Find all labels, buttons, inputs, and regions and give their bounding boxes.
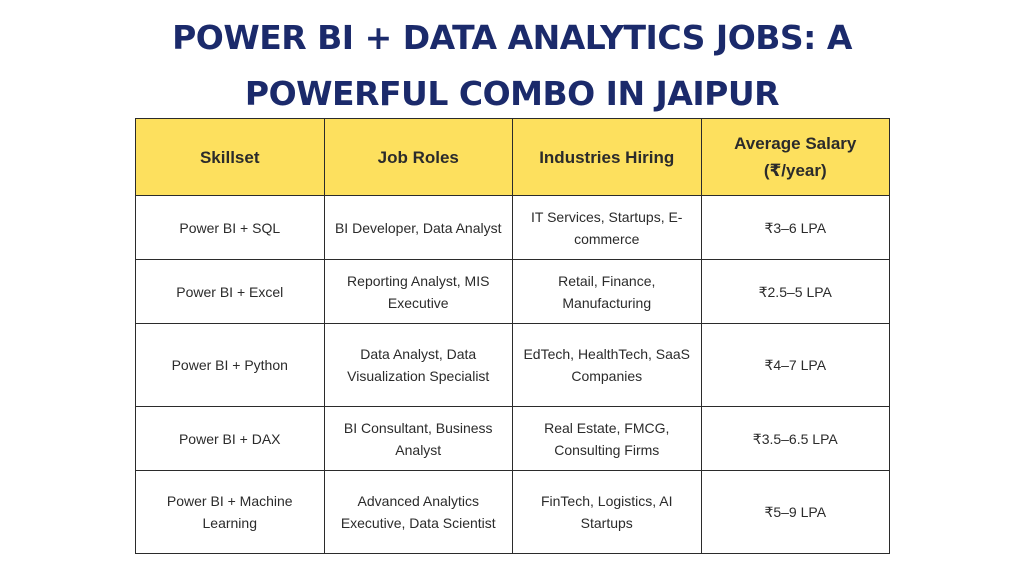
jobs-table: [135, 118, 890, 554]
cell-skillset: Power BI + SQL: [136, 196, 325, 260]
cell-job-roles: Data Analyst, Data Visualization Specialist: [324, 324, 513, 407]
table-row: [136, 196, 890, 260]
cell-skillset: Power BI + DAX: [136, 407, 325, 471]
cell-skillset: Power BI + Excel: [136, 260, 325, 324]
cell-salary: ₹3–6 LPA: [701, 196, 890, 260]
header-industries-hiring: Industries Hiring: [513, 119, 702, 196]
cell-industries: EdTech, HealthTech, SaaS Companies: [513, 324, 702, 407]
table-row: [136, 407, 890, 471]
header-job-roles: Job Roles: [324, 119, 513, 196]
cell-salary: ₹5–9 LPA: [701, 471, 890, 554]
cell-job-roles: Reporting Analyst, MIS Executive: [324, 260, 513, 324]
table-header-row: [136, 119, 890, 196]
table-row: [136, 324, 890, 407]
header-skillset: Skillset: [136, 119, 325, 196]
cell-industries: Retail, Finance, Manufacturing: [513, 260, 702, 324]
cell-industries: FinTech, Logistics, AI Startups: [513, 471, 702, 554]
table-row: [136, 260, 890, 324]
cell-job-roles: BI Developer, Data Analyst: [324, 196, 513, 260]
cell-industries: Real Estate, FMCG, Consulting Firms: [513, 407, 702, 471]
cell-skillset: Power BI + Machine Learning: [136, 471, 325, 554]
page-title-line-1: POWER BI + DATA ANALYTICS JOBS: A: [172, 18, 852, 57]
cell-job-roles: Advanced Analytics Executive, Data Scientist: [324, 471, 513, 554]
table-row: [136, 471, 890, 554]
cell-salary: ₹4–7 LPA: [701, 324, 890, 407]
cell-skillset: Power BI + Python: [136, 324, 325, 407]
cell-industries: IT Services, Startups, E-commerce: [513, 196, 702, 260]
page-title-line-2: POWERFUL COMBO IN JAIPUR: [244, 74, 780, 113]
page-title: [0, 10, 1024, 122]
cell-job-roles: BI Consultant, Business Analyst: [324, 407, 513, 471]
header-average-salary: Average Salary (₹/year): [701, 119, 890, 196]
cell-salary: ₹2.5–5 LPA: [701, 260, 890, 324]
cell-salary: ₹3.5–6.5 LPA: [701, 407, 890, 471]
